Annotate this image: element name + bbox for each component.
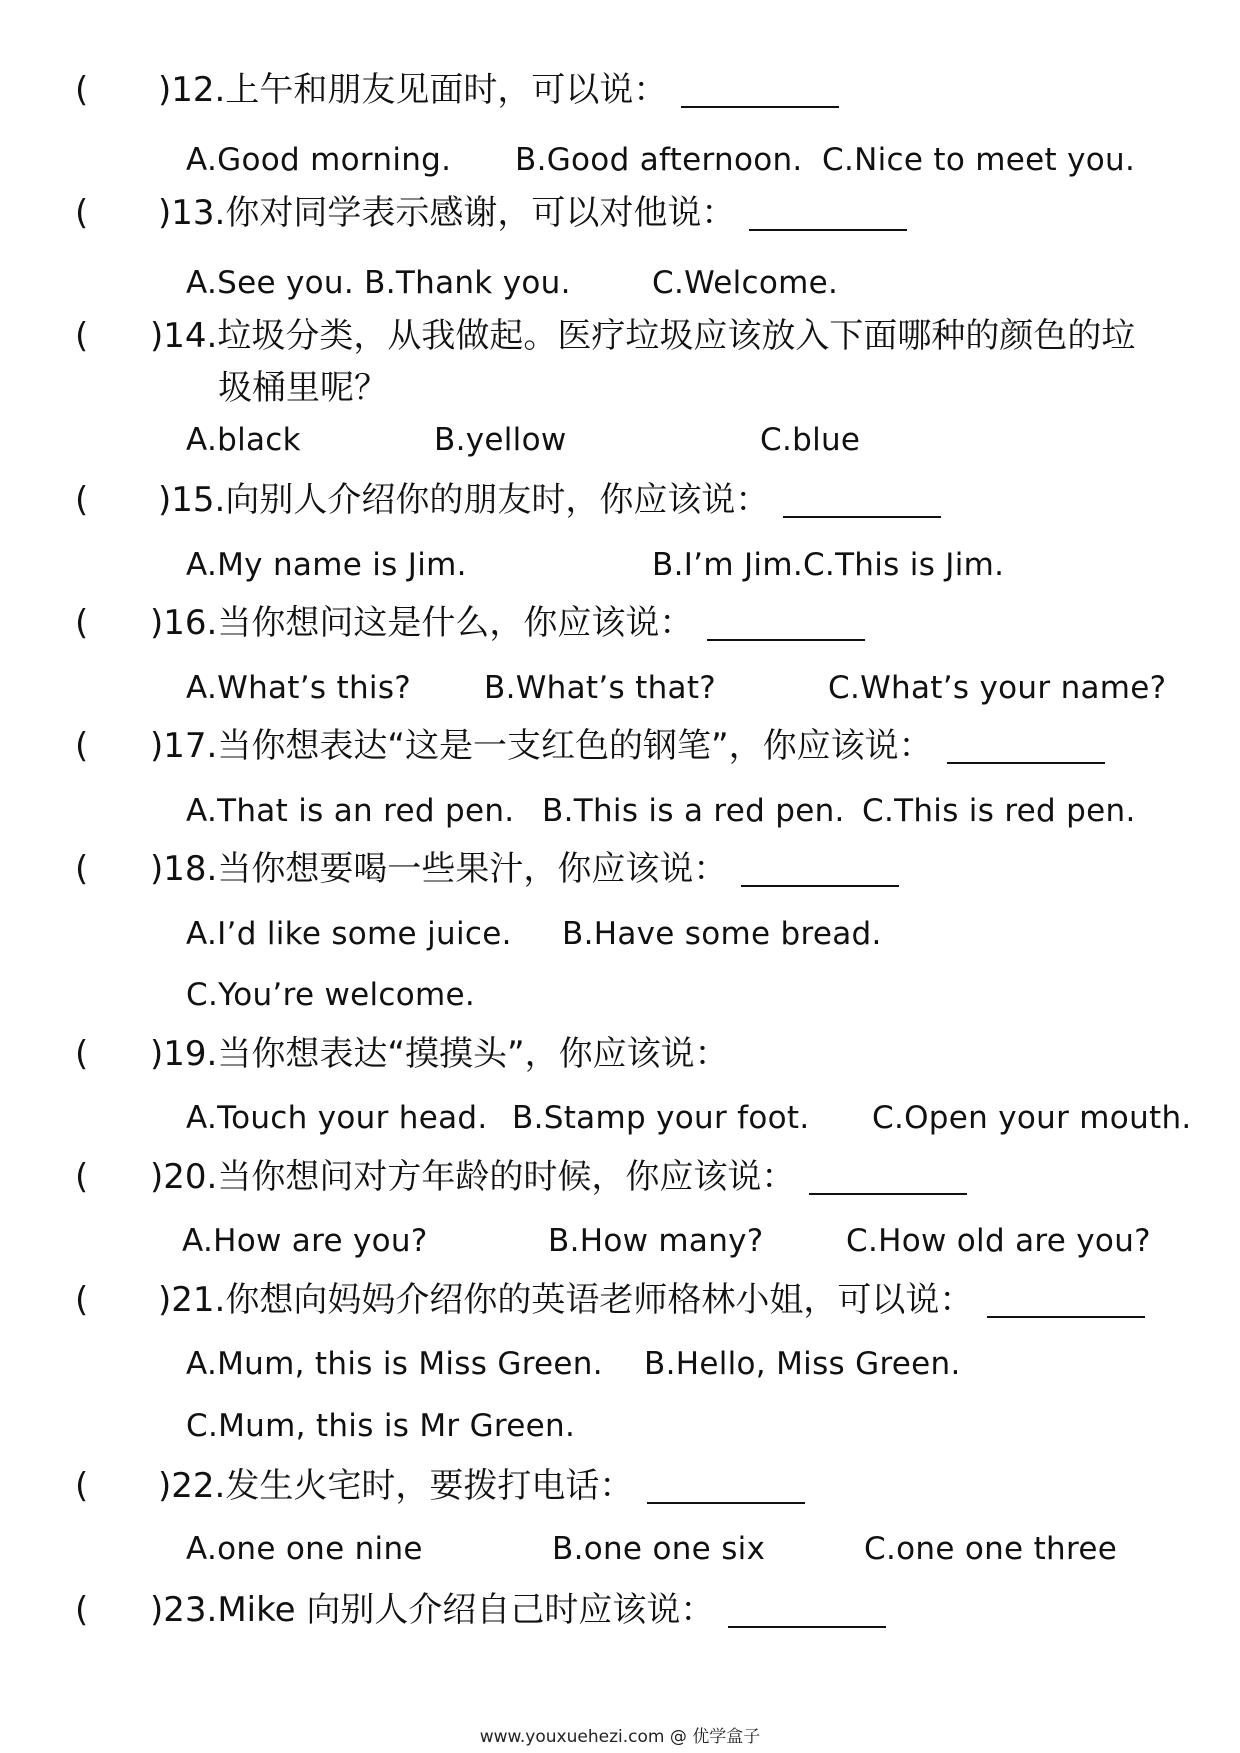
question-19: )19.当你想表达“摸摸头”，你应该说： — [150, 1034, 729, 1074]
option-a: A.Mum, this is Miss Green. — [186, 1346, 603, 1382]
option-b: B.one one six — [552, 1531, 766, 1567]
option-a: A.one one nine — [186, 1531, 423, 1567]
option-c: C.Welcome. — [652, 265, 839, 301]
answer-blank[interactable] — [647, 1502, 805, 1504]
answer-blank[interactable] — [741, 885, 899, 887]
answer-paren-open: ( — [75, 1466, 89, 1506]
question-15: )15.向别人介绍你的朋友时，你应该说： — [158, 480, 941, 520]
option-ab: A.See you. B.Thank you. — [186, 265, 571, 301]
answer-paren-open: ( — [75, 316, 89, 356]
option-a: A.Good morning. — [186, 142, 452, 178]
answer-paren-open: ( — [75, 480, 89, 520]
option-c: C.one one three — [864, 1531, 1118, 1567]
option-c: C.Open your mouth. — [872, 1100, 1192, 1136]
question-23: )23.Mike 向别人介绍自己时应该说： — [150, 1590, 886, 1630]
question-20: )20.当你想问对方年龄的时候，你应该说： — [150, 1157, 967, 1197]
option-c: C.Mum, this is Mr Green. — [186, 1408, 576, 1444]
option-c: C.Nice to meet you. — [822, 142, 1136, 178]
option-b: B.Stamp your foot. — [512, 1100, 810, 1136]
question-14: )14.垃圾分类，从我做起。医疗垃圾应该放入下面哪种的颜色的垃 — [150, 316, 1136, 356]
answer-paren-open: ( — [75, 1280, 89, 1320]
answer-blank[interactable] — [783, 516, 941, 518]
question-21: )21.你想向妈妈介绍你的英语老师格林小姐，可以说： — [158, 1280, 1145, 1320]
question-17: )17.当你想表达“这是一支红色的钢笔”，你应该说： — [150, 726, 1105, 766]
option-b: B.How many? — [548, 1223, 764, 1259]
answer-paren-open: ( — [75, 849, 89, 889]
question-14-continued: 圾桶里呢？ — [218, 368, 388, 408]
answer-blank[interactable] — [707, 639, 865, 641]
option-a: A.I’d like some juice. — [186, 916, 512, 952]
answer-paren-open: ( — [75, 70, 89, 110]
option-b: B.What’s that? — [484, 670, 717, 706]
option-b: B.yellow — [434, 422, 567, 458]
option-a: A.That is an red pen. — [186, 793, 515, 829]
question-18: )18.当你想要喝一些果汁，你应该说： — [150, 849, 899, 889]
option-c: C.You’re welcome. — [186, 977, 476, 1013]
option-bc: B.I’m Jim.C.This is Jim. — [652, 547, 1005, 583]
option-a: A.How are you? — [182, 1223, 428, 1259]
answer-paren-open: ( — [75, 193, 89, 233]
option-c: C.blue — [760, 422, 861, 458]
question-12: )12.上午和朋友见面时，可以说： — [158, 70, 839, 110]
option-a: A.Touch your head. — [186, 1100, 488, 1136]
answer-paren-open: ( — [75, 1034, 89, 1074]
answer-paren-open: ( — [75, 603, 89, 643]
option-a: A.My name is Jim. — [186, 547, 467, 583]
option-a: A.black — [186, 422, 301, 458]
answer-blank[interactable] — [947, 762, 1105, 764]
option-c: C.This is red pen. — [862, 793, 1136, 829]
answer-paren-open: ( — [75, 1157, 89, 1197]
question-16: )16.当你想问这是什么，你应该说： — [150, 603, 865, 643]
answer-blank[interactable] — [749, 229, 907, 231]
option-c: C.What’s your name? — [828, 670, 1167, 706]
answer-paren-open: ( — [75, 1590, 89, 1630]
answer-blank[interactable] — [987, 1316, 1145, 1318]
option-b: B.Hello, Miss Green. — [644, 1346, 961, 1382]
option-b: B.Have some bread. — [562, 916, 882, 952]
option-a: A.What’s this? — [186, 670, 412, 706]
answer-paren-open: ( — [75, 726, 89, 766]
option-c: C.How old are you? — [846, 1223, 1151, 1259]
option-b: B.Good afternoon. — [515, 142, 803, 178]
answer-blank[interactable] — [809, 1193, 967, 1195]
option-b: B.This is a red pen. — [542, 793, 845, 829]
answer-blank[interactable] — [681, 106, 839, 108]
answer-blank[interactable] — [728, 1626, 886, 1628]
question-22: )22.发生火宅时，要拨打电话： — [158, 1466, 805, 1506]
question-13: )13.你对同学表示感谢，可以对他说： — [158, 193, 907, 233]
page-footer: www.youxuehezi.com @ 优学盒子 — [479, 1727, 761, 1747]
